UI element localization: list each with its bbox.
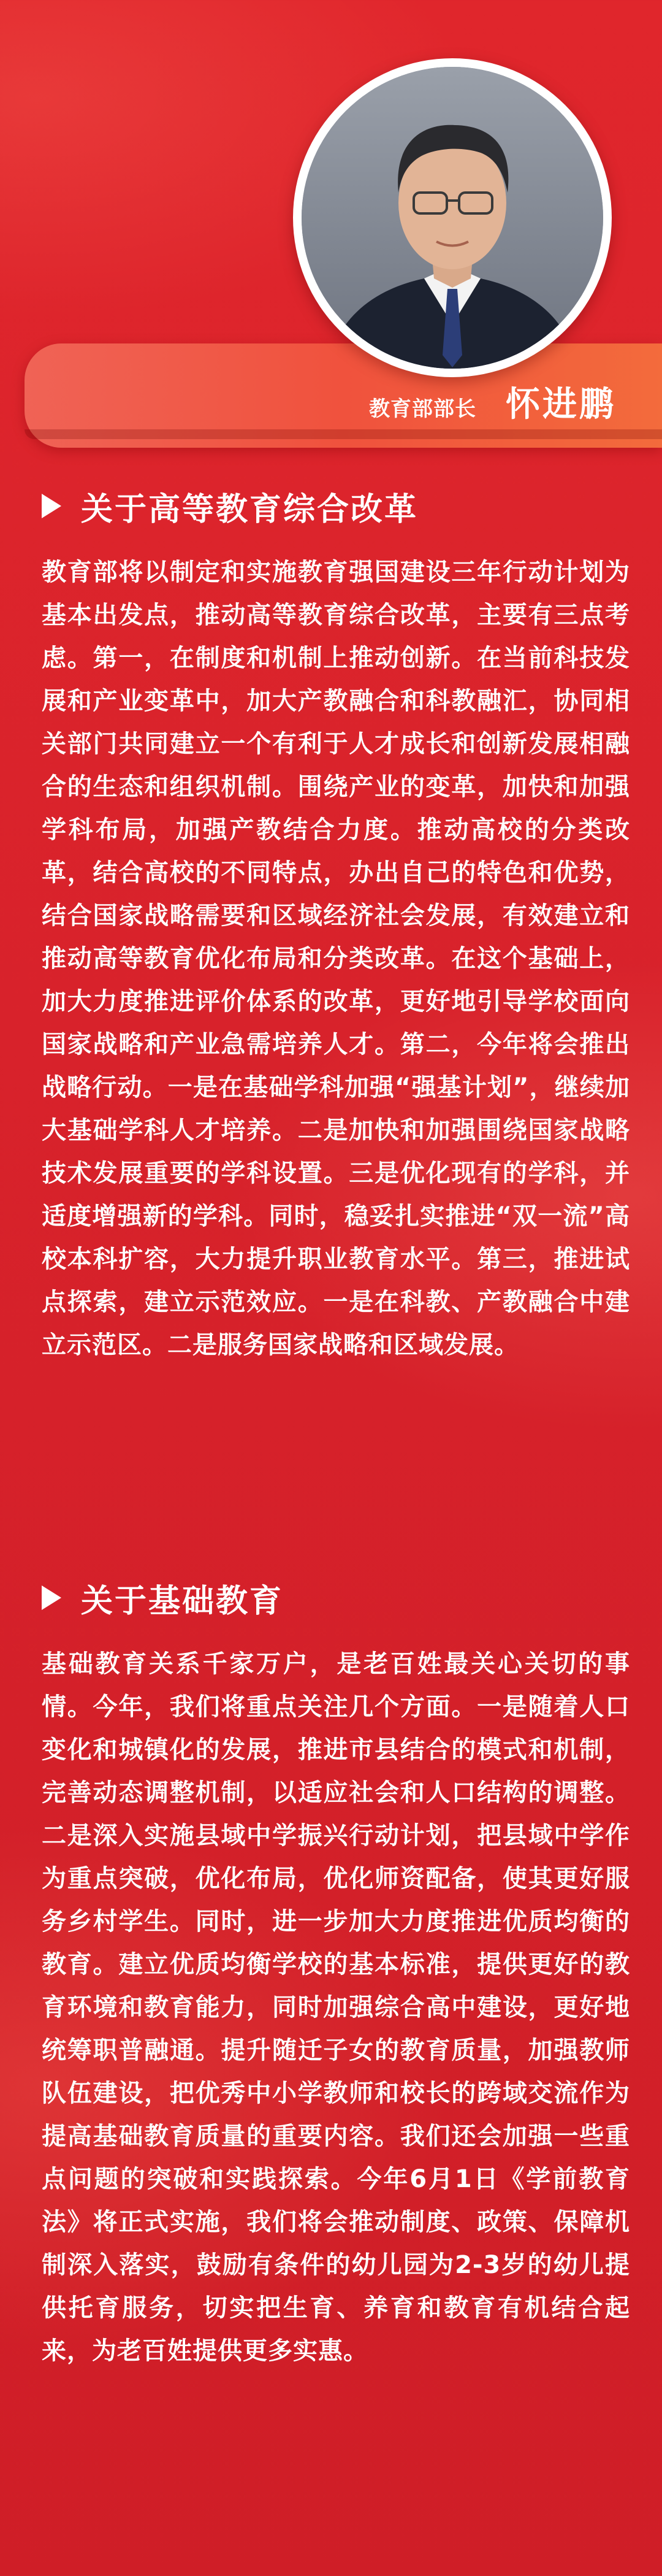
- speaker-name: 怀进鹏: [506, 385, 616, 424]
- section-heading: [42, 1576, 630, 1619]
- triangle-right-icon: [42, 1585, 61, 1610]
- header: [0, 0, 662, 442]
- section-basic-education: [42, 1576, 630, 2397]
- speaker-title: 教育部部长: [369, 397, 476, 421]
- banner-shadow: [25, 429, 662, 439]
- portrait-photo: [302, 67, 603, 369]
- section-title: 关于高等教育综合改革: [81, 491, 419, 528]
- portrait-frame: [293, 58, 612, 377]
- section-body: 基础教育关系千家万户，是老百姓最关心关切的事情。今年，我们将重点关注几个方面。一是随着人口变化和城镇化的发展，推进市县结合的模式和机制，完善动态调整机制，以适应社会和人口结构的调整。二是深入实施县域中学振兴行动计划，把县域中学作为重点突破，优化布局，优化师资配备，使其更好服务乡村学生。同时，进一步加大力度推进优质均衡的教育。建立优质均衡学校的基本标准，提供更好的教育环境和教育能力，同时加强综合高中建设，更好地统筹职普融通。提升随迁子女的教育质量，加强教师队伍建设，把优秀中小学教师和校长的跨域交流作为提高基础教育质量的重要内容。我们还会加强一些重点问题的突破和实践探索。今年6月1日《学前教育法》将正式实施，我们将会推动制度、政策、保障机制深入落实，鼓励有条件的幼儿园为2-3岁的幼儿提供托育服务，切实把生育、养育和教育有机结合起来，为老百姓提供更多实惠。: [42, 1650, 630, 2365]
- section-title: 关于基础教育: [81, 1582, 284, 1620]
- person-illustration: [302, 67, 603, 369]
- section-body: 教育部将以制定和实施教育强国建设三年行动计划为基本出发点，推动高等教育综合改革，主要有三点考虑。第一，在制度和机制上推动创新。在当前科技发展和产业变革中，加大产教融合和科教融汇，协同相关部门共同建立一个有利于人才成长和创新发展相融合的生态和组织机制。围绕产业的变革，加快和加强学科布局，加强产教结合力度。推动高校的分类改革，结合高校的不同特点，办出自己的特色和优势，结合国家战略需要和区域经济社会发展，有效建立和推动高等教育优化布局和分类改革。在这个基础上，加大力度推进评价体系的改革，更好地引导学校面向国家战略和产业急需培养人才。第二，今年将会推出战略行动。一是在基础学科加强“强基计划”，继续加大基础学科人才培养。二是加快和加强围绕国家战略技术发展重要的学科设置。三是优化现有的学科，并适度增强新的学科。同时，稳妥扎实推进“双一流”高校本科扩容，大力提升职业教育水平。第三，推进试点探索，建立示范效应。一是在科教、产教融合中建立示范区。二是服务国家战略和区域发展。: [42, 558, 630, 1359]
- section-heading: [42, 485, 630, 527]
- section-higher-education: [42, 485, 630, 1391]
- triangle-right-icon: [42, 494, 61, 518]
- speaker-caption: [0, 377, 616, 426]
